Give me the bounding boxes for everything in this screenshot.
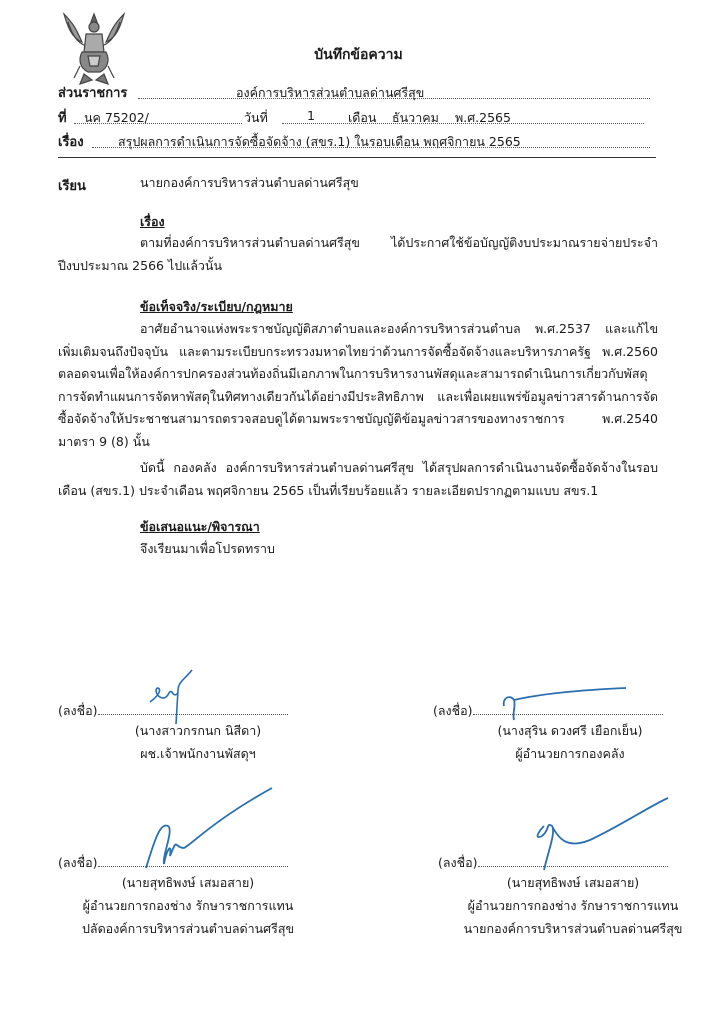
department-label: ส่วนราชการ — [58, 86, 128, 101]
section-text-subject: ตามที่องค์การบริหารส่วนตำบลด่านศรีสุข ได้ประกาศใช้ข้อบัญญัติงบประมาณรายจ่ายประจำปีงบประมาณ 2566 ไปแล้วนั้น — [58, 235, 658, 273]
date-label: วันที่ — [244, 110, 268, 125]
signer-name: (นางสาวกรกนก นิสีดา) — [134, 723, 262, 738]
date-day: 1 — [307, 108, 315, 123]
month-label: เดือน — [348, 110, 377, 125]
signer-name: (นางสุริน ดวงศรี เยือกเย็น) — [497, 723, 643, 738]
signer-name: (นายสุทธิพงษ์ เสมอสาย) — [121, 875, 255, 890]
signature-block-1 — [108, 719, 288, 765]
section-heading-facts: ข้อเท็จจริง/ระเบียบ/กฎหมาย — [140, 299, 293, 314]
signer-position: ผู้อำนวยการกองช่าง รักษาราชการแทน — [82, 898, 294, 913]
signer-position-acting: ปลัดองค์การบริหารส่วนตำบลด่านศรีสุข — [81, 921, 295, 936]
sign-label: (ลงชื่อ) — [438, 855, 478, 870]
signature-scribble-3 — [144, 786, 274, 872]
signer-position: ผช.เจ้าพนักงานพัสดุฯ — [140, 746, 256, 761]
year-value: พ.ศ.2565 — [455, 110, 511, 125]
salutation-value: นายกองค์การบริหารส่วนตำบลด่านศรีสุข — [140, 175, 359, 190]
signer-position-acting: นายกองค์การบริหารส่วนตำบลด่านศรีสุข — [463, 921, 683, 936]
sign-label: (ลงชื่อ) — [58, 855, 98, 870]
department-value: องค์การบริหารส่วนตำบลด่านศรีสุข — [236, 85, 425, 100]
sign-label: (ลงชื่อ) — [58, 703, 98, 718]
signer-name: (นายสุทธิพงษ์ เสมอสาย) — [506, 875, 640, 890]
signature-block-3 — [58, 871, 318, 940]
salutation-label: เรียน — [58, 179, 86, 194]
memo-title: บันทึกข้อความ — [314, 47, 403, 63]
section-text-facts: อาศัยอำนาจแห่งพระราชบัญญัติสภาตำบลและองค์การบริหารส่วนตำบล พ.ศ.2537 และแก้ไขเพิ่มเติมจนถึงปัจจุบัน และตามระเบียบกระทรวงมหาดไทยว่าด้วนการจัดซื้อจัดจ้างและบริหารภาครัฐ พ.ศ.2560 ตลอดจนเพื่อให้องค์การปกครองส่วนท้องถิ่นมีเอกภาพในการบริหารงานพัสดุและสามารถดำเนินการเกี่ยวกับพัสดุ การจัดทำแผนการจัดหาพัสดุในทิศทางเดียวกันได้อย่างมีประสิทธิภาพ และเพื่อเผยแพร่ข้อมูลข่าวสารด้านการจัดซื้อจัดจ้างให้ประชาชนสามารถตรวจสอบดูได้ตามพระราชบัญญัติข้อมูลข่าวสารของทางราชการ พ.ศ.2540 มาตรา 9 (8) นั้น — [58, 321, 658, 449]
section-text-facts-2: บัดนี้ กองคลัง องค์การบริหารส่วนตำบลด่านศรีสุข ได้สรุปผลการดำเนินงานจัดซื้อจัดจ้างในรอบเดือน (สขร.1) ประจำเดือน พฤศจิกายน 2565 เป็นที่เรียบร้อยแล้ว รายละเอียดปรากฏตามแบบ สขร.1 — [58, 460, 658, 498]
signer-position: ผู้อำนวยการกองช่าง รักษาราชการแทน — [467, 898, 679, 913]
signature-block-2 — [470, 719, 670, 765]
signer-position: ผู้อำนวยการกองคลัง — [515, 746, 625, 761]
sign-label: (ลงชื่อ) — [433, 703, 473, 718]
section-heading-recommendation: ข้อเสนอแนะ/พิจารณา — [140, 519, 260, 534]
ref-value: นค 75202/ — [84, 110, 149, 125]
subject-value: สรุปผลการดำเนินการจัดซื้อจัดจ้าง (สขร.1) ในรอบเดือน พฤศจิกายน 2565 — [118, 134, 521, 149]
section-text-recommendation: จึงเรียนมาเพื่อโปรดทราบ — [140, 541, 275, 556]
signature-scribble-4 — [530, 796, 670, 872]
subject-label: เรื่อง — [58, 135, 84, 150]
section-heading-subject: เรื่อง — [140, 214, 165, 229]
month-value: ธันวาคม — [392, 110, 439, 125]
ref-label: ที่ — [58, 111, 67, 126]
signature-block-4 — [438, 871, 708, 940]
header-divider — [58, 157, 656, 158]
